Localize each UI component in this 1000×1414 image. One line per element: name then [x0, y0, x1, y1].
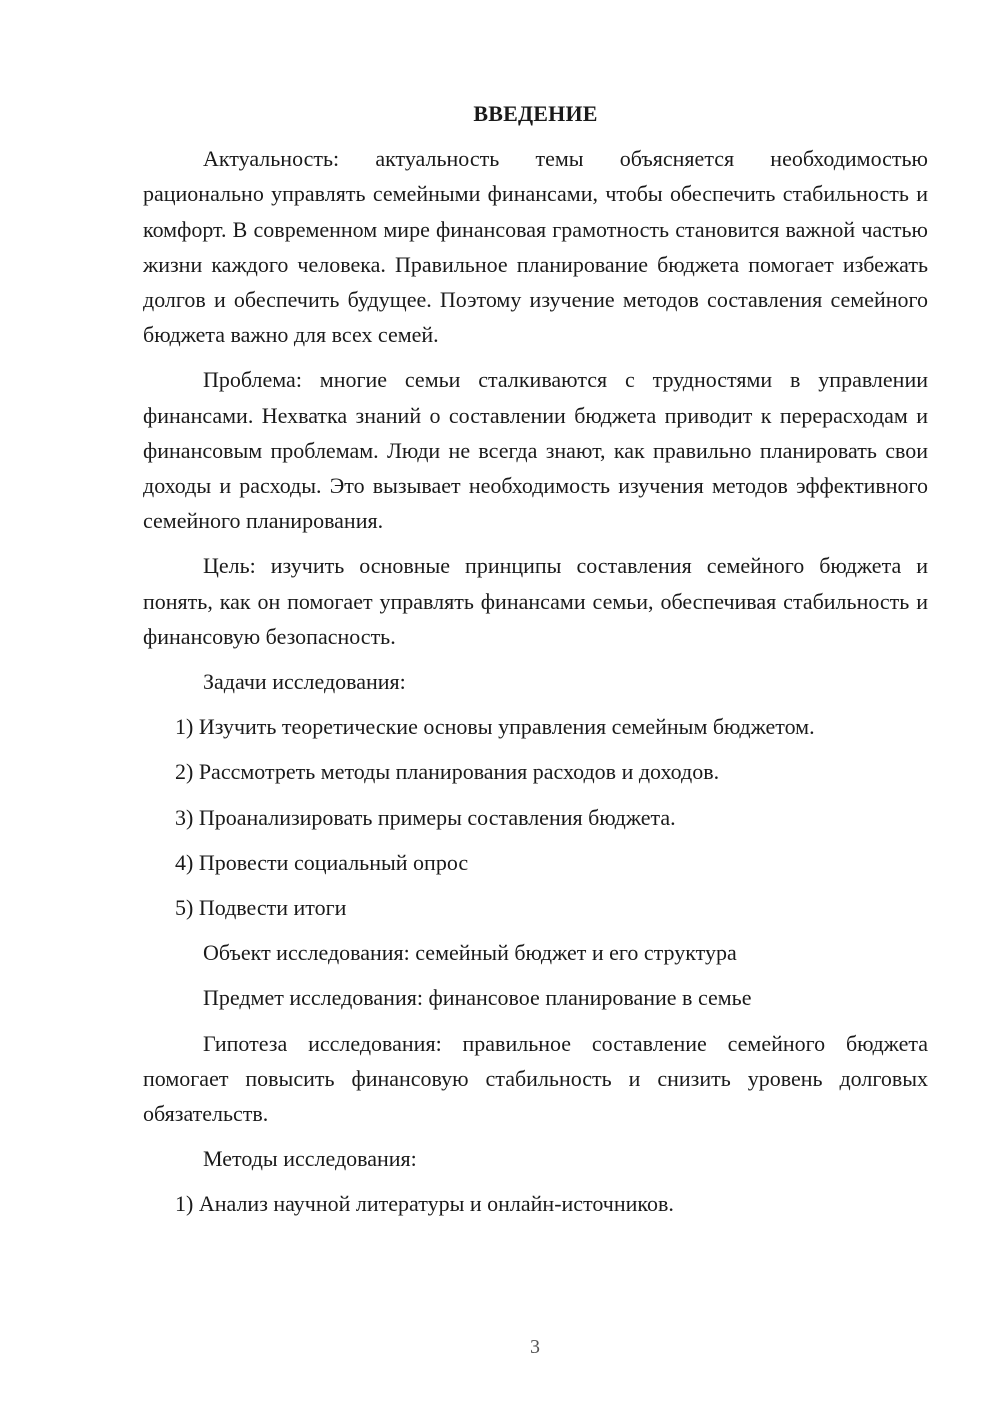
- tasks-title: Задачи исследования:: [203, 669, 406, 695]
- hypothesis-paragraph: Гипотеза исследования: правильное составление семейного бюджета помогает повысить финансовую стабильность и снизить уровень долговых обязательств.: [143, 1030, 928, 1127]
- research-subject: Предмет исследования: финансовое планирование в семье: [203, 985, 752, 1011]
- section-heading: ВВЕДЕНИЕ: [473, 101, 598, 126]
- page-number: 3: [530, 1336, 540, 1358]
- task-item-2: 2) Рассмотреть методы планирования расходов и доходов.: [175, 759, 720, 785]
- problem-paragraph: Проблема: многие семьи сталкиваются с трудностями в управлении финансами. Нехватка знаний о составлении бюджета приводит к перерасходам и финансовым проблемам. Люди не всегда знают, как правильно планировать свои доходы и расходы. Это вызывает необходимость изучения методов эффективного семейного планирования.: [143, 367, 928, 534]
- document-page: [143, 96, 928, 1232]
- task-item-3: 3) Проанализировать примеры составления бюджета.: [175, 804, 676, 830]
- relevance-paragraph: Актуальность: актуальность темы объясняется необходимостью рационально управлять семейными финансами, чтобы обеспечить стабильность и комфорт. В современном мире финансовая грамотность становится важной частью жизни каждого человека. Правильное планирование бюджета помогает избежать долгов и обеспечить будущее. Поэтому изучение методов составления семейного бюджета важно для всех семей.: [143, 146, 928, 348]
- task-item-5: 5) Подвести итоги: [175, 895, 347, 921]
- methods-title: Методы исследования:: [203, 1146, 417, 1172]
- task-item-1: 1) Изучить теоретические основы управления семейным бюджетом.: [175, 714, 815, 740]
- task-item-4: 4) Провести социальный опрос: [175, 849, 469, 875]
- goal-paragraph: Цель: изучить основные принципы составления семейного бюджета и понять, как он помогает управлять финансами семьи, обеспечивая стабильность и финансовую безопасность.: [143, 553, 928, 649]
- method-item-1: 1) Анализ научной литературы и онлайн-источников.: [175, 1191, 674, 1217]
- research-object: Объект исследования: семейный бюджет и его структура: [203, 940, 737, 966]
